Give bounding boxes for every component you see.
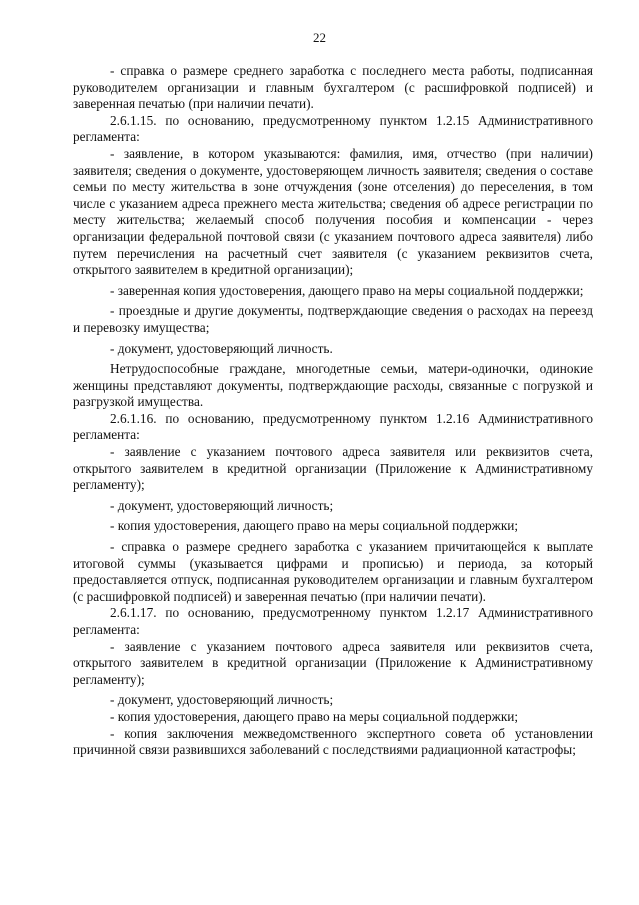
paragraph-identity-document: - документ, удостоверяющий личность. <box>110 340 333 356</box>
paragraph-certified-copy: - заверенная копия удостоверения, дающего право на меры социальной поддержки; <box>110 282 584 298</box>
paragraph-average-earnings: - справка о размере среднего заработка с указанием причитающейся к выплате итоговой суммы (указывается цифрами и прописью) и периода, за который предоставляется отпуск, подписанная руководителем организации и главным бухгалтером (с расшифровкой подписей) и заверенная печатью (при наличии печати). <box>73 539 593 604</box>
section-heading-2-6-1-15: 2.6.1.15. по основанию, предусмотренному пунктом 1.2.15 Административного регламента: <box>73 112 593 145</box>
paragraph-application-postal: - заявление с указанием почтового адреса заявителя или реквизитов счета, открытого заявителем в кредитной организации (Приложение к Административному регламенту); <box>73 444 593 493</box>
paragraph-salary-certificate: - справка о размере среднего заработка с последнего места работы, подписанная руководителем организации и главным бухгалтером (с расшифровкой подписей) и заверенная печатью (при наличии печати). <box>73 63 593 112</box>
paragraph-certificate-copy: - копия удостоверения, дающего право на меры социальной поддержки; <box>110 708 519 724</box>
paragraph-application-postal: - заявление с указанием почтового адреса заявителя или реквизитов счета, открытого заявителем в кредитной организации (Приложение к Административному регламенту); <box>73 638 593 687</box>
paragraph-expert-council: - копия заключения межведомственного экспертного совета об установлении причинной связи развившихся заболеваний с последствиями радиационной катастрофы; <box>73 725 593 758</box>
paragraph-travel-documents: - проездные и другие документы, подтверждающие сведения о расходах на переезд и перевозку имущества; <box>73 303 593 335</box>
document-body <box>73 63 593 759</box>
section-heading-2-6-1-17: 2.6.1.17. по основанию, предусмотренному пунктом 1.2.17 Административного регламента: <box>73 605 593 637</box>
paragraph-identity-document: - документ, удостоверяющий личность; <box>110 497 334 513</box>
section-heading-2-6-1-16: 2.6.1.16. по основанию, предусмотренному пунктом 1.2.16 Административного регламента: <box>73 410 593 443</box>
paragraph-certificate-copy: - копия удостоверения, дающего право на меры социальной поддержки; <box>110 518 519 534</box>
paragraph-identity-document: - документ, удостоверяющий личность; <box>110 692 334 708</box>
page-number: 22 <box>313 30 326 45</box>
paragraph-application-details: - заявление, в котором указываются: фамилия, имя, отчество (при наличии) заявителя; сведения о документе, удостоверяющем личность заявителя; сведения о составе семьи по месту жительства в зоне отчуждения (зоне отселения) до переселения, в том числе с указанием адреса прежнего места жительства; сведения об адресе регистрации по месту жительства; желаемый способ получения пособия и компенсации - через организации федеральной почтовой связи (с указанием почтового адреса заявителя) либо путем перечисления на расчетный счет заявителя (с указанием реквизитов счета, открытого заявителем в кредитной организации); <box>73 145 593 278</box>
paragraph-disabled-citizens: Нетрудоспособные граждане, многодетные семьи, матери-одиночки, одинокие женщины представляют документы, подтверждающие расходы, связанные с погрузкой и разгрузкой имущества. <box>73 361 593 410</box>
